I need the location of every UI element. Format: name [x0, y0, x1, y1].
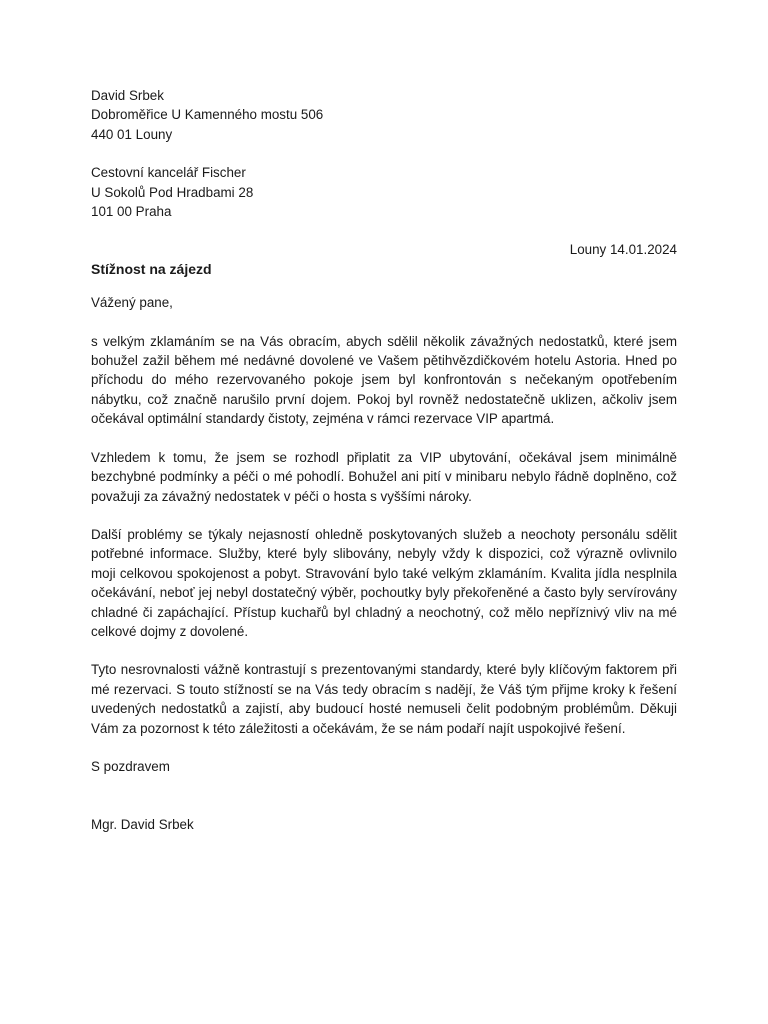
body-paragraph-2: Vzhledem k tomu, že jsem se rozhodl připlatit za VIP ubytování, očekával jsem minimálně bezchybné podmínky a péči o mé pohodlí. Bohužel ani pití v minibaru nebylo řádně doplněno, což považuji za závažný nedostatek v péči o hosta s vyššími nároky.	[91, 449, 677, 504]
signature: Mgr. David Srbek	[91, 817, 194, 833]
letter-subject: Stížnost na zájezd	[91, 260, 212, 277]
recipient-street: U Sokolů Pod Hradbami 28	[91, 184, 254, 200]
sender-street: Dobroměřice U Kamenného mostu 506	[91, 107, 324, 123]
body-paragraph-3: Další problémy se týkaly nejasností ohledně poskytovaných služeb a neochoty personálu sdělit potřebné informace. Služby, které byly slibovány, nebyly vždy k dispozici, což výrazně ovlivnilo moji celkovou spokojenost a pobyt. Stravování bylo také velkým zklamáním. Kvalita jídla nesplnila očekávání, neboť jej nebyl dostatečný výběr, pochoutky byly překořeněné a často byly servírovány chladné či zapáchající. Přístup kuchařů byl chladný a neochotný, což mělo nepříznivý vliv na mé celkové dojmy z dovolené.	[91, 526, 677, 639]
body-paragraph-4: Tyto nesrovnalosti vážně kontrastují s prezentovanými standardy, které byly klíčovým faktorem při mé rezervaci. S touto stížností se na Vás tedy obracím s nadějí, že Váš tým přijme kroky k řešení uvedených nedostatků a zajistí, aby budoucí hosté nemuseli čelit podobným problémům. Děkuji Vám za pozornost k této záležitosti a očekávám, že se nám podaří najít uspokojivé řešení.	[91, 662, 677, 736]
date-line: Louny 14.01.2024	[569, 242, 677, 258]
closing: S pozdravem	[91, 758, 170, 774]
recipient-name: Cestovní kancelář Fischer	[91, 165, 246, 181]
recipient-city: 101 00 Praha	[91, 204, 172, 220]
body-paragraph-1: s velkým zklamáním se na Vás obracím, abych sdělil několik závažných nedostatků, které jsem bohužel zažil během mé nedávné dovolené ve Vašem pětihvězdičkovém hotelu Astoria. Hned po příchodu do mého rezervovaného pokoje jsem byl konfrontován s nečekaným opotřebením nábytku, což značně narušilo první dojem. Pokoj byl rovněž nedostatečně uklizen, ačkoliv jsem očekával optimální standardy čistoty, zejména v rámci rezervace VIP apartmá.	[91, 333, 677, 427]
sender-address	[91, 86, 677, 144]
salutation: Vážený pane,	[91, 295, 173, 311]
recipient-address	[91, 163, 677, 221]
sender-city: 440 01 Louny	[91, 126, 173, 142]
sender-name: David Srbek	[91, 88, 164, 103]
